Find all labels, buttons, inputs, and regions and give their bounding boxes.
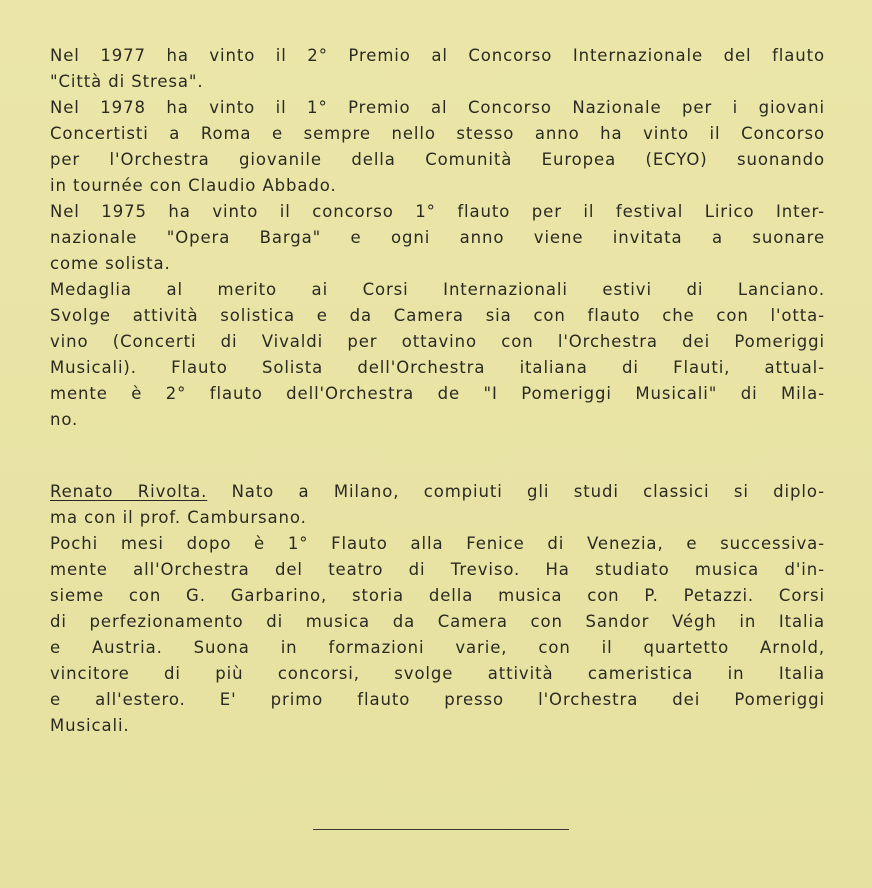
text-line: e Austria. Suona in formazioni varie, con il quartetto Arnold, bbox=[50, 638, 825, 657]
text-line: Medaglia al merito ai Corsi Internazionali estivi di Lanciano. bbox=[50, 280, 825, 299]
text-line: in tournée con Claudio Abbado. bbox=[50, 176, 337, 195]
text-line: Concertisti a Roma e sempre nello stesso anno ha vinto il Concorso bbox=[50, 124, 825, 143]
text-line: Musicali. bbox=[50, 716, 130, 735]
text-line: per l'Orchestra giovanile della Comunità Europea (ECYO) suonando bbox=[50, 150, 825, 169]
text-line: Pochi mesi dopo è 1° Flauto alla Fenice di Venezia, e successiva- bbox=[50, 534, 825, 553]
person-name: Renato Rivolta. bbox=[50, 482, 208, 501]
text-line: ma con il prof. Cambursano. bbox=[50, 508, 307, 527]
biography-paragraph-renato-rivolta bbox=[50, 479, 825, 739]
text-line: "Città di Stresa". bbox=[50, 72, 204, 91]
text-line-with-name bbox=[50, 479, 825, 505]
text-line: nazionale "Opera Barga" e ogni anno viene invitata a suonare bbox=[50, 228, 825, 247]
biography-paragraph-1 bbox=[50, 43, 825, 433]
horizontal-divider bbox=[313, 829, 569, 830]
text-line: Nel 1978 ha vinto il 1° Premio al Concorso Nazionale per i giovani bbox=[50, 98, 825, 117]
text-line: Nel 1975 ha vinto il concorso 1° flauto per il festival Lirico Inter- bbox=[50, 202, 825, 221]
text-line: e all'estero. E' primo flauto presso l'Orchestra dei Pomeriggi bbox=[50, 690, 825, 709]
text-line: sieme con G. Garbarino, storia della musica con P. Petazzi. Corsi bbox=[50, 586, 825, 605]
text-line: mente all'Orchestra del teatro di Treviso. Ha studiato musica d'in- bbox=[50, 560, 825, 579]
text-line: Nel 1977 ha vinto il 2° Premio al Concorso Internazionale del flauto bbox=[50, 46, 825, 65]
text-line: come solista. bbox=[50, 254, 171, 273]
text-line: no. bbox=[50, 410, 79, 429]
text-line-rest: Nato a Milano, compiuti gli studi classici si diplo- bbox=[231, 482, 825, 501]
text-line: mente è 2° flauto dell'Orchestra de "I Pomeriggi Musicali" di Mila- bbox=[50, 384, 825, 403]
text-line: vino (Concerti di Vivaldi per ottavino con l'Orchestra dei Pomeriggi bbox=[50, 332, 825, 351]
text-line: Musicali). Flauto Solista dell'Orchestra italiana di Flauti, attual- bbox=[50, 358, 825, 377]
text-line: di perfezionamento di musica da Camera con Sandor Végh in Italia bbox=[50, 612, 825, 631]
text-line: Svolge attività solistica e da Camera sia con flauto che con l'otta- bbox=[50, 306, 825, 325]
text-line: vincitore di più concorsi, svolge attività cameristica in Italia bbox=[50, 664, 825, 683]
